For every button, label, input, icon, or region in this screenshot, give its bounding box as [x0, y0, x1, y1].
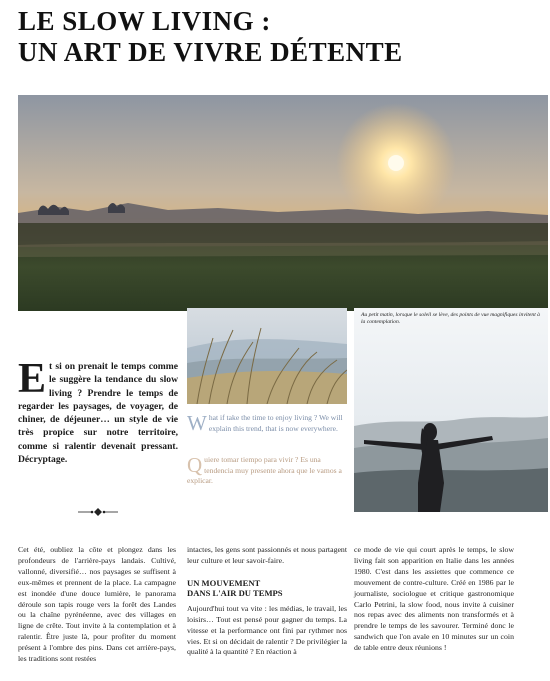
body-text: intactes, les gens sont passionnés et nous partagent leur culture et leur savoir-faire.: [187, 545, 347, 565]
intro-text: Prendre le temps de regarder les paysages, de voyager, de chiner, de déjeuner… un style de vie très propice sur notre territoire, comme si ralentir devenait pressant. Décryptage.: [18, 387, 178, 466]
intro-paragraph: [18, 356, 178, 466]
body-column-3: [354, 545, 514, 654]
body-text: ce mode de vie qui court après le temps, le slow living fait son apparition en Italie dans les années 1980. C'est dans les assiettes que commence ce mouvement de contre-culture. Créé en 1986 par le journaliste, sociologue et critique gastronomique Carlo Petrini, la slow food, nous invite à cuisiner nos repas avec des aliments non transformés et à prendre le temps de les savourer. Terminé donc le sandwich que l'on avale en 10 minutes sur un coin de table entre deux réunions !: [354, 545, 514, 653]
body-text: Aujourd'hui tout va vite : les médias, le travail, les loisirs… Tout est pensé pour gagner du temps. La vitesse et la performance ont fini par rythmer nos vies. Et si on décidait de ralentir ? De privilégier la qualité à la quantité ? En réaction à: [187, 603, 347, 657]
title-line-2: UN ART DE VIVRE DÉTENTE: [18, 37, 403, 67]
english-quote-initial: W: [187, 411, 207, 435]
woman-arms-outstretched-photo: [354, 308, 548, 512]
body-column-2: [187, 545, 347, 658]
body-text: Cet été, oubliez la côte et plongez dans les profondeurs de l'arrière-pays landais. Cultivé, vallonné, diversifié… nos paysages se suffisent à eux-mêmes et prennent de la place. La campagne est inondée d'une douce lumière, le panorama déroule son tapis rouge vers la forêt des Landes ou la chaîne pyrénéenne, avec des villages en ligne de crête. Tout invite à la contemplation et à ralentir. Être juste là, pour profiter du moment présent à l'ombre des pins. Dans cet arrière-pays, les traditions sont restées: [18, 545, 176, 664]
drop-cap: E: [18, 356, 47, 402]
subheading-line-2: DANS L'AIR DU TEMPS: [187, 587, 283, 598]
subheading-line-1: UN MOUVEMENT: [187, 577, 261, 588]
section-subheading: [187, 578, 347, 598]
ornament-divider-icon: [78, 507, 118, 517]
intro-lead: t si on prenait le temps comme le suggère la tendance du slow living ?: [49, 361, 178, 399]
tall-grass-photo: [187, 308, 347, 404]
page-title: [18, 6, 538, 68]
english-quote-text: hat if take the time to enjoy living ? We will explain this trend, that is now everywhere.: [208, 413, 343, 433]
sunset-landscape-photo: [18, 95, 548, 311]
photo-caption: Au petit matin, lorsque le soleil se lève, des points de vue magnifiques invitent à la contemplation.: [361, 312, 540, 325]
spanish-quote-initial: Q: [187, 453, 203, 477]
title-line-1: LE SLOW LIVING :: [18, 6, 271, 36]
body-column-1: [18, 545, 176, 665]
spanish-quote-text: uiere tomar tiempo para vivir ? Es una tendencia muy presente ahora que le vamos a explicar.: [187, 455, 342, 485]
spanish-quote: [187, 455, 347, 487]
english-quote: [187, 413, 347, 434]
